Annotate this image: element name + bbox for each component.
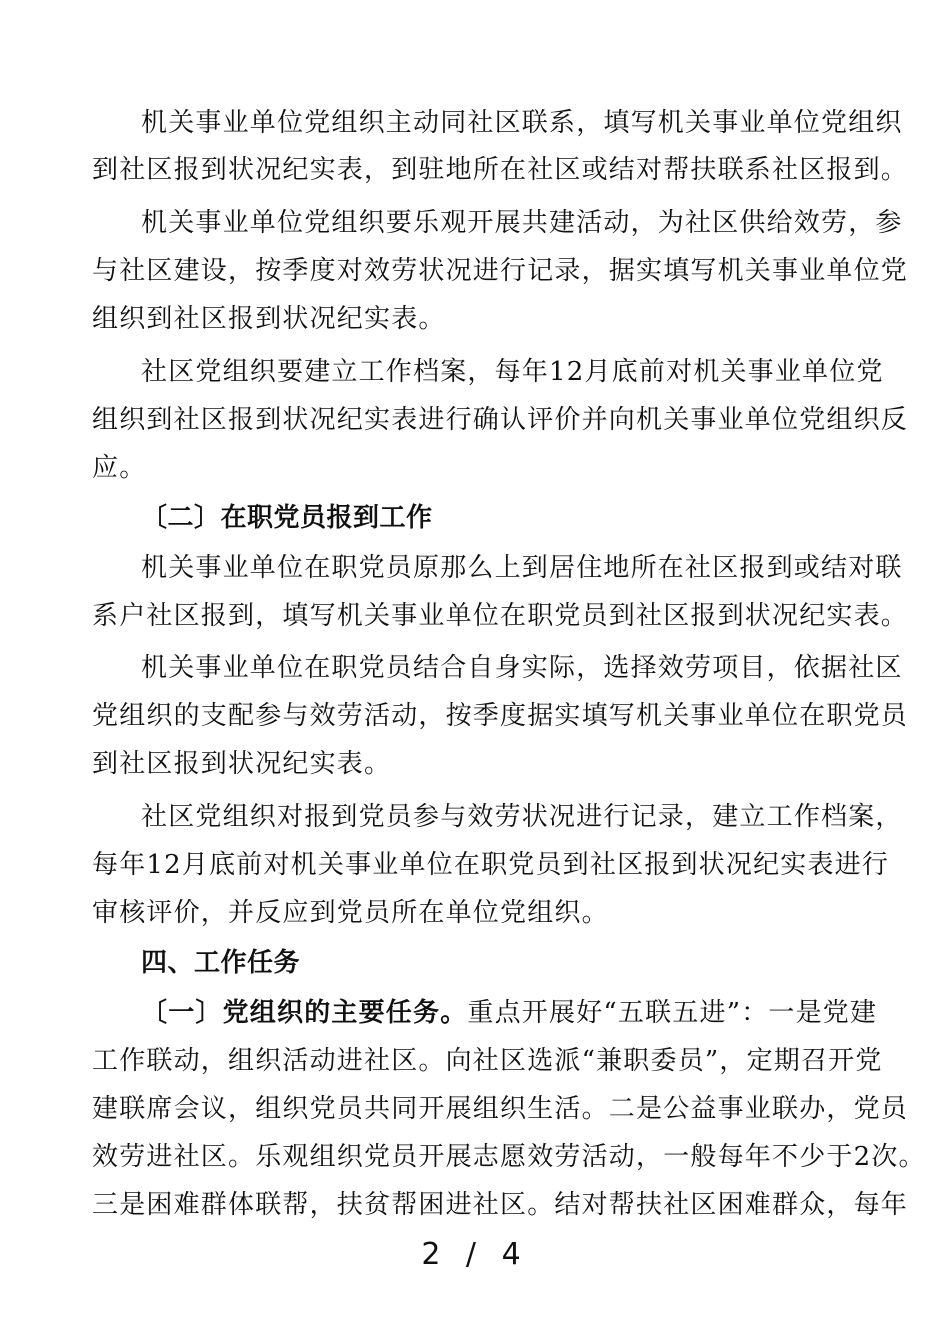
paragraph-7-line-4: 效劳进社区。乐观组织党员开展志愿效劳活动，一般每年不少于2次。	[92, 1142, 926, 1172]
paragraph-7-line-1	[141, 993, 950, 1033]
paragraph-2-line-1: 机关事业单位党组织要乐观开展共建活动，为社区供给效劳，参	[141, 208, 903, 238]
paragraph-6-line-3: 审核评价，并反应到党员所在单位党组织。	[92, 898, 609, 928]
paragraph-1-line-1: 机关事业单位党组织主动同社区联系，填写机关事业单位党组织	[141, 108, 903, 138]
paragraph-1-line-2: 到社区报到状况纪实表，到驻地所在社区或结对帮扶联系社区报到。	[92, 155, 909, 185]
paragraph-7-line-2: 工作联动，组织活动进社区。向社区选派“兼职委员”，定期召开党	[92, 1046, 883, 1076]
page-number: 2 / 4	[421, 1237, 529, 1272]
paragraph-2-line-3: 组织到社区报到状况纪实表。	[92, 304, 446, 334]
paragraph-7-line-1-rest: 重点开展好“五联五进”：一是党建	[467, 998, 878, 1028]
paragraph-3-line-1: 社区党组织要建立工作档案，每年12月底前对机关事业单位党	[141, 357, 884, 387]
paragraph-3-line-2: 组织到社区报到状况纪实表进行确认评价并向机关事业单位党组织反	[92, 405, 909, 435]
paragraph-6-line-1: 社区党组织对报到党员参与效劳状况进行记录，建立工作档案，	[141, 802, 903, 832]
paragraph-4-line-1: 机关事业单位在职党员原那么上到居住地所在社区报到或结对联	[141, 553, 903, 583]
paragraph-7-line-5: 三是困难群体联帮，扶贫帮困进社区。结对帮扶社区困难群众，每年	[92, 1190, 909, 1220]
section-heading-2: 〔二〕在职党员报到工作	[141, 503, 433, 533]
paragraph-5-line-3: 到社区报到状况纪实表。	[92, 749, 392, 779]
section-heading-4: 四、工作任务	[141, 948, 301, 978]
paragraph-2-line-2: 与社区建设，按季度对效劳状况进行记录，据实填写机关事业单位党	[92, 256, 909, 286]
paragraph-7-lead: 〔一〕党组织的主要任务。	[141, 998, 468, 1028]
paragraph-5-line-1: 机关事业单位在职党员结合自身实际，选择效劳项目，依据社区	[141, 653, 903, 683]
paragraph-3-line-3: 应。	[92, 453, 147, 483]
paragraph-6-line-2: 每年12月底前对机关事业单位在职党员到社区报到状况纪实表进行	[92, 850, 890, 880]
paragraph-4-line-2: 系户社区报到，填写机关事业单位在职党员到社区报到状况纪实表。	[92, 601, 909, 631]
paragraph-5-line-2: 党组织的支配参与效劳活动，按季度据实填写机关事业单位在职党员	[92, 701, 909, 731]
paragraph-7-line-3: 建联席会议，组织党员共同开展组织生活。二是公益事业联办，党员	[92, 1094, 909, 1124]
